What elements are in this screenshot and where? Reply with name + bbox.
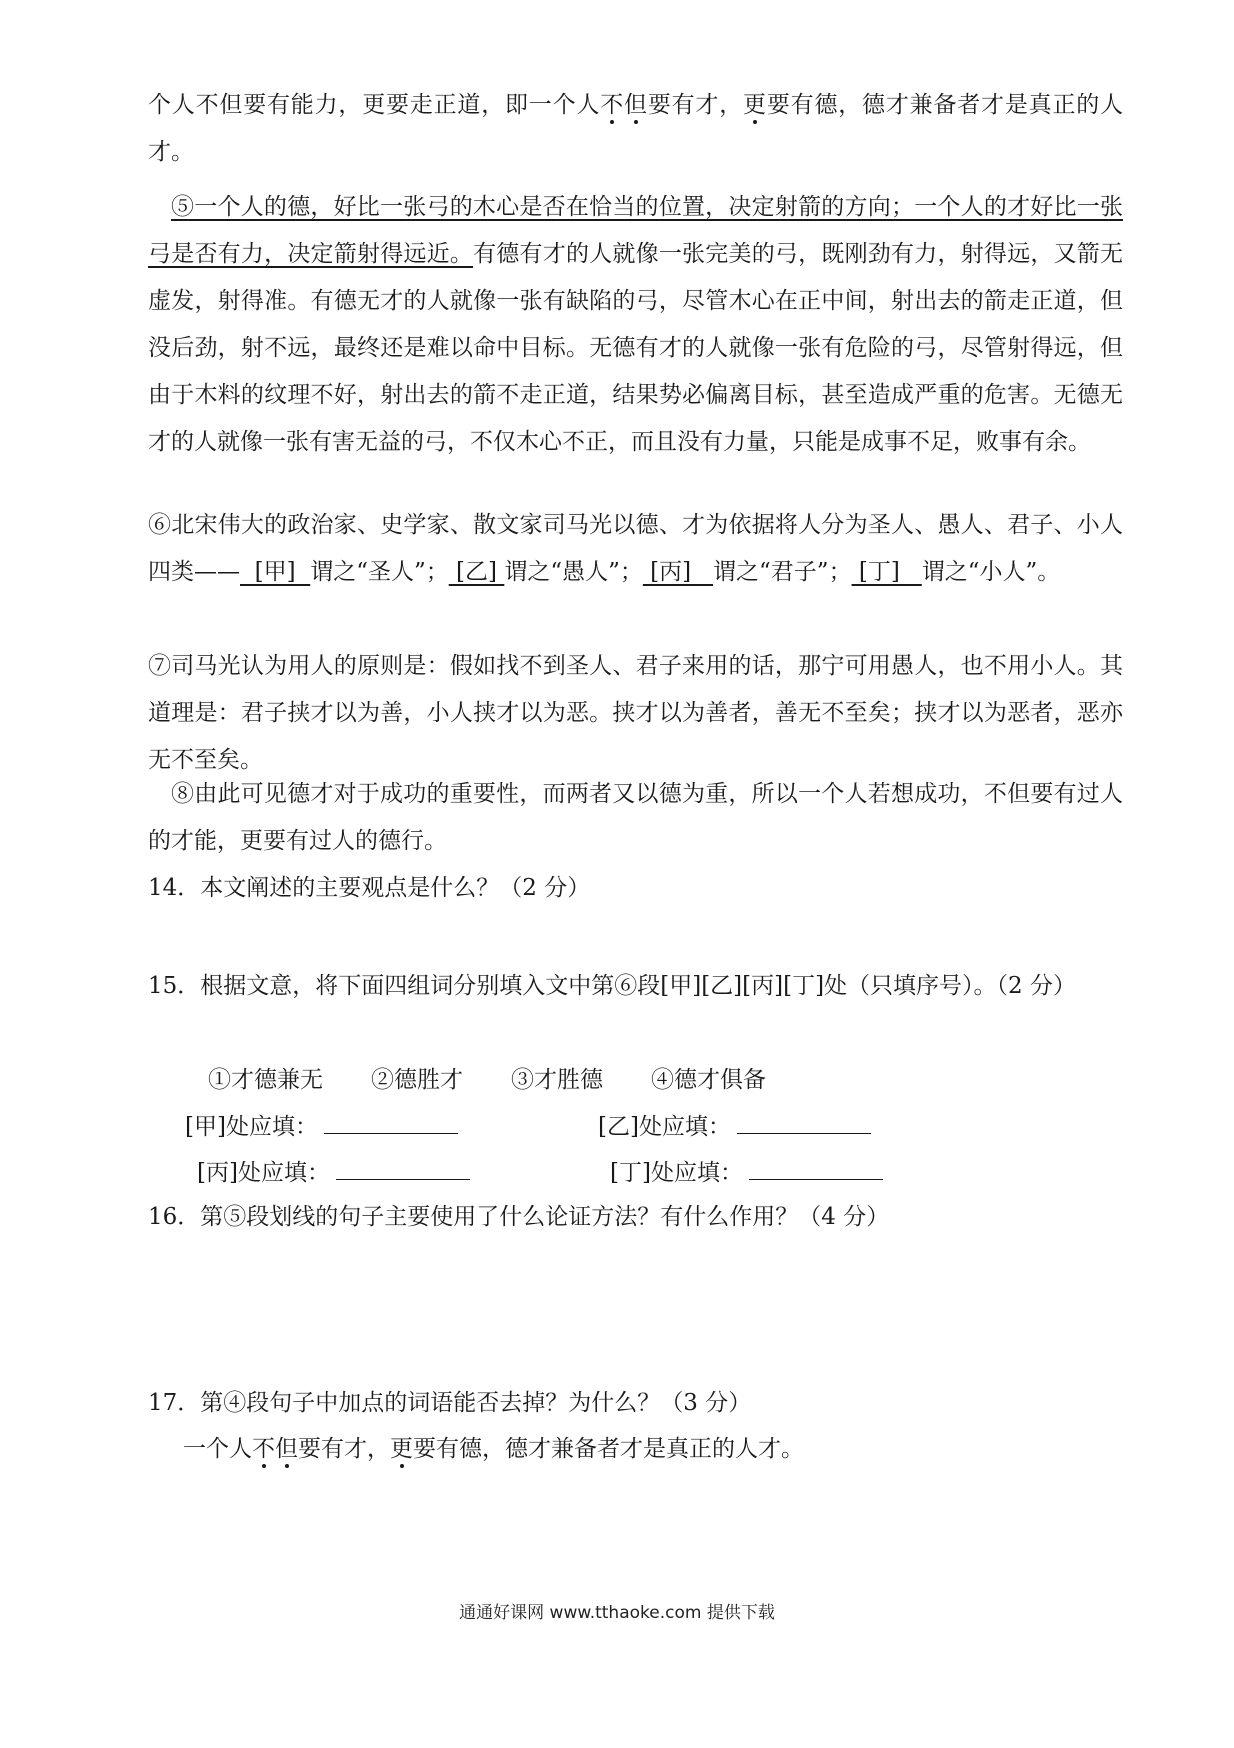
fill-ding xyxy=(610,1150,883,1197)
emphasis-dot-char: 但 xyxy=(275,1436,298,1462)
text-segment: 个人不但要有能力，更要走正道，即一个人 xyxy=(148,92,601,118)
footer-credit: 通通好课网 www.tthaoke.com 提供下载 xyxy=(459,1603,775,1623)
text-segment: 要有才， xyxy=(647,92,744,118)
answer-blank[interactable] xyxy=(336,1161,470,1180)
paragraph-7: ⑦司马光认为用人的原则是：假如找不到圣人、君子来用的话，那宁可用愚人，也不用小人。其道理是：君子挟才以为善，小人挟才以为恶。挟才以为善者，善无不至矣；挟才以为恶者，恶亦无不至矣。 xyxy=(148,653,1123,773)
text-segment: 一个人 xyxy=(183,1436,252,1462)
option-4: ④德才俱备 xyxy=(651,1067,766,1093)
text-segment: 要有德，德才兼备者才是真正的人才。 xyxy=(413,1436,804,1462)
fill-label: [丁]处应填： xyxy=(610,1160,743,1186)
option-1: ①才德兼无 xyxy=(208,1067,323,1093)
emphasis-dot-char: 更 xyxy=(743,92,767,118)
answer-blank[interactable] xyxy=(324,1115,458,1134)
option-2: ②德胜才 xyxy=(371,1067,463,1093)
question-17-sentence xyxy=(183,1426,1158,1473)
emphasis-dot-char: 不 xyxy=(600,92,625,118)
question-16: 16．第⑤段划线的句子主要使用了什么论证方法？有什么作用？（4 分） xyxy=(148,1204,890,1230)
fill-yi xyxy=(598,1104,871,1151)
text-segment: 谓之“小人”。 xyxy=(921,559,1061,585)
emphasis-dot-char: 更 xyxy=(390,1436,413,1462)
fill-label: [丙]处应填： xyxy=(197,1160,330,1186)
paragraph-4-tail xyxy=(148,82,1123,176)
text-segment: 要有德，德才兼备者才是真正的人才。 xyxy=(148,92,1124,165)
paragraph-8: ⑧由此可见德才对于成功的重要性，而两者又以德为重，所以一个人若想成功，不但要有过人的才能，更要有过人的德行。 xyxy=(148,781,1123,854)
blank-ding: [丁] xyxy=(851,559,922,585)
text-segment: 谓之“圣人”； xyxy=(310,559,449,585)
text-segment: 有德有才的人就像一张完美的弓，既刚劲有力，射得远，又箭无虚发，射得准。有德无才的人就像一张有缺陷的弓，尽管木心在正中间，射出去的箭走正道，但没后劲，射不远，最终还是难以命中目标。无德有才的人就像一张有危险的弓，尽管射得远，但由于木料的纹理不好，射出去的箭不走正道，结果势必偏离目标，甚至造成严重的危害。无德无才的人就像一张有害无益的弓，不仅木心不正，而且没有力量，只能是成事不足，败事有余。 xyxy=(148,241,1124,455)
text-segment: 谓之“愚人”； xyxy=(504,559,643,585)
text-segment: ⑥北宋伟大的政治家、史学家、散文家司马光以德、才为依据将人分为圣人、愚人、君子、小人四类—— xyxy=(148,512,1123,585)
underlined-sentence: ⑤一个人的德，好比一张弓的木心是否在恰当的位置，决定射箭的方向；一个人的才好比一张弓是否有力，决定箭射得远近。 xyxy=(148,194,1123,267)
answer-blank[interactable] xyxy=(749,1161,883,1180)
fill-bing xyxy=(197,1150,470,1197)
blank-yi: [乙] xyxy=(448,559,505,585)
text-segment: 谓之“君子”； xyxy=(713,559,852,585)
fill-label: [甲]处应填： xyxy=(185,1114,318,1140)
blank-jia: [甲] xyxy=(240,559,311,585)
blank-bing: [丙] xyxy=(642,559,714,585)
question-15-options xyxy=(208,1057,766,1104)
paragraph-5 xyxy=(148,184,1123,466)
option-3: ③才胜德 xyxy=(511,1067,603,1093)
fill-jia xyxy=(185,1104,458,1151)
question-14: 14．本文阐述的主要观点是什么？（2 分） xyxy=(148,875,591,901)
question-17: 17．第④段句子中加点的词语能否去掉？为什么？（3 分） xyxy=(148,1390,752,1416)
paragraph-6 xyxy=(148,502,1123,596)
text-segment: 要有才， xyxy=(298,1436,390,1462)
fill-label: [乙]处应填： xyxy=(598,1114,731,1140)
emphasis-dot-char: 但 xyxy=(624,92,648,118)
emphasis-dot-char: 不 xyxy=(252,1436,275,1462)
answer-blank[interactable] xyxy=(737,1115,871,1134)
question-15: 15．根据文意，将下面四组词分别填入文中第⑥段[甲][乙][丙][丁]处（只填序号）。（2 分） xyxy=(148,973,1076,999)
